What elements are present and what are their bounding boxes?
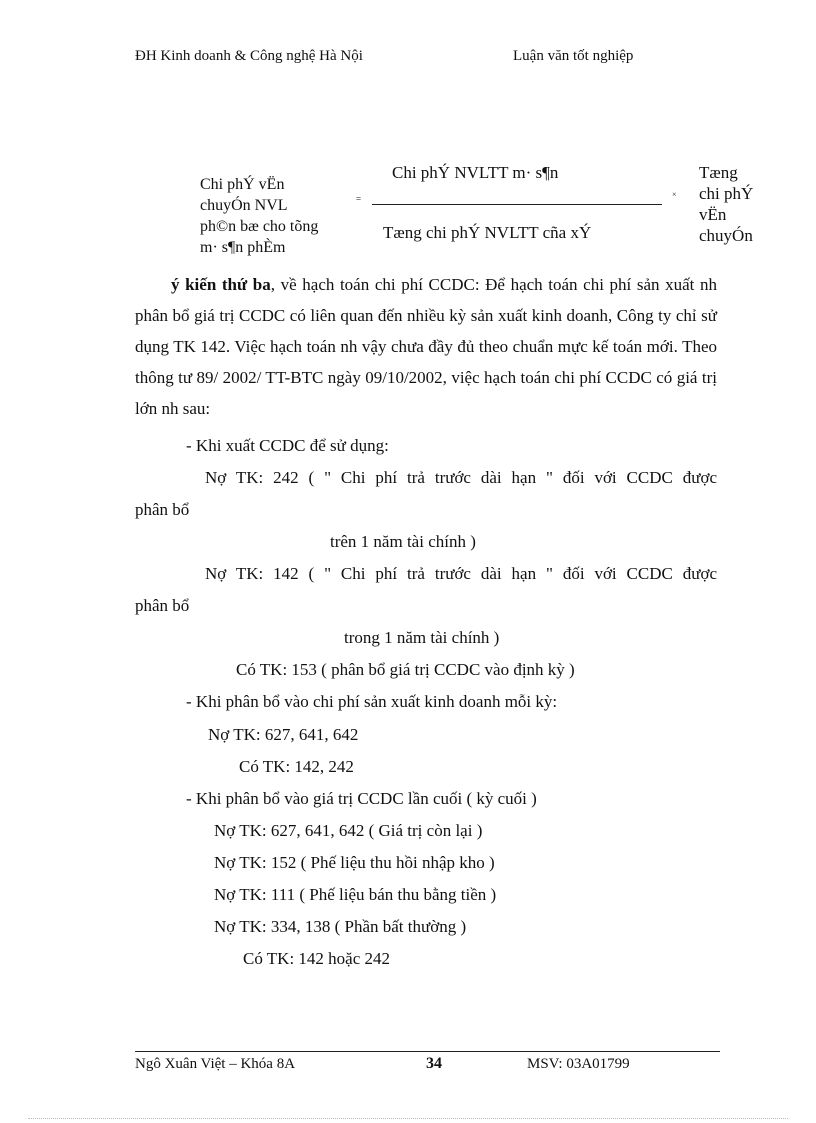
formula-rhs-line: vËn — [699, 205, 727, 224]
fraction-bar — [372, 204, 662, 205]
formula-rhs-line: chi phÝ — [699, 184, 754, 203]
header-left: ĐH Kinh doanh & Công nghệ Hà Nội — [135, 48, 363, 64]
entry-line: Nợ TK: 242 ( " Chi phí trả trước dài hạn " đối với CCDC được — [205, 468, 717, 487]
formula-lhs — [200, 174, 318, 258]
formula-times: × — [672, 190, 677, 199]
entry-line: phân bổ — [135, 596, 190, 615]
entry-line: - Khi phân bổ vào chi phí sản xuất kinh doanh mỗi kỳ: — [186, 692, 558, 711]
entry-line: Nợ TK: 111 ( Phế liệu bán thu bằng tiền ) — [214, 885, 497, 904]
entry-line: Nợ TK: 142 ( " Chi phí trả trước dài hạn " đối với CCDC được — [205, 564, 717, 583]
formula-block — [190, 160, 790, 256]
page-bottom-edge — [28, 1118, 788, 1119]
entry-line: Nợ TK: 627, 641, 642 ( Giá trị còn lại ) — [214, 821, 483, 840]
formula-rhs-line: chuyÓn — [699, 226, 753, 245]
paragraph-lead: ý kiến thứ ba — [171, 275, 271, 294]
footer-author: Ngô Xuân Việt – Khóa 8A — [135, 1056, 296, 1072]
formula-numerator: Chi phÝ NVLTT m· s¶n — [392, 163, 559, 182]
footer-rule — [135, 1051, 720, 1052]
formula-equals: = — [356, 194, 362, 204]
header-right: Luận văn tốt nghiệp — [513, 48, 634, 64]
formula-denominator: Tæng chi phÝ NVLTT cña xÝ — [383, 223, 592, 242]
entry-line: Nợ TK: 627, 641, 642 — [208, 725, 359, 744]
body-paragraph — [135, 269, 717, 424]
entry-line: phân bổ — [135, 500, 190, 519]
entry-line: Có TK: 153 ( phân bổ giá trị CCDC vào định kỳ ) — [236, 660, 575, 679]
entry-line: Có TK: 142, 242 — [239, 757, 354, 776]
entry-line: - Khi phân bổ vào giá trị CCDC lần cuối ( kỳ cuối ) — [186, 789, 537, 808]
formula-rhs — [699, 162, 753, 246]
entry-line: Nợ TK: 152 ( Phế liệu thu hồi nhập kho ) — [214, 853, 495, 872]
entry-line: Có TK: 142 hoặc 242 — [243, 949, 391, 968]
footer-msv: MSV: 03A01799 — [527, 1056, 630, 1072]
entry-line: Nợ TK: 334, 138 ( Phần bất thường ) — [214, 917, 467, 936]
formula-lhs-line: m· s¶n phÈm — [200, 239, 286, 256]
paragraph-text: , về hạch toán chi phí CCDC: Để hạch toán chi phí sản xuất nh phân bổ giá trị CCDC có liên quan đến nhiều kỳ sản xuất kinh doanh, Công ty chỉ sử dụng TK 142. Việc hạch toán nh vậy chưa đầy đủ theo chuẩn mực kế toán mới. Theo thông tư 89/ 2002/ TT-BTC ngày 09/10/2002, việc hạch toán chi phí CCDC có giá trị lớn nh sau: — [135, 275, 717, 418]
entry-line: - Khi xuất CCDC để sử dụng: — [186, 436, 389, 455]
formula-rhs-line: Tæng — [699, 163, 738, 182]
formula-lhs-line: Chi phÝ vËn — [200, 176, 285, 193]
entry-line: trong 1 năm tài chính ) — [344, 628, 500, 647]
entry-line: trên 1 năm tài chính ) — [330, 532, 476, 551]
formula-lhs-line: chuyÓn NVL — [200, 197, 288, 214]
formula-lhs-line: ph©n bæ cho tõng — [200, 218, 319, 235]
page-number: 34 — [426, 1055, 442, 1072]
